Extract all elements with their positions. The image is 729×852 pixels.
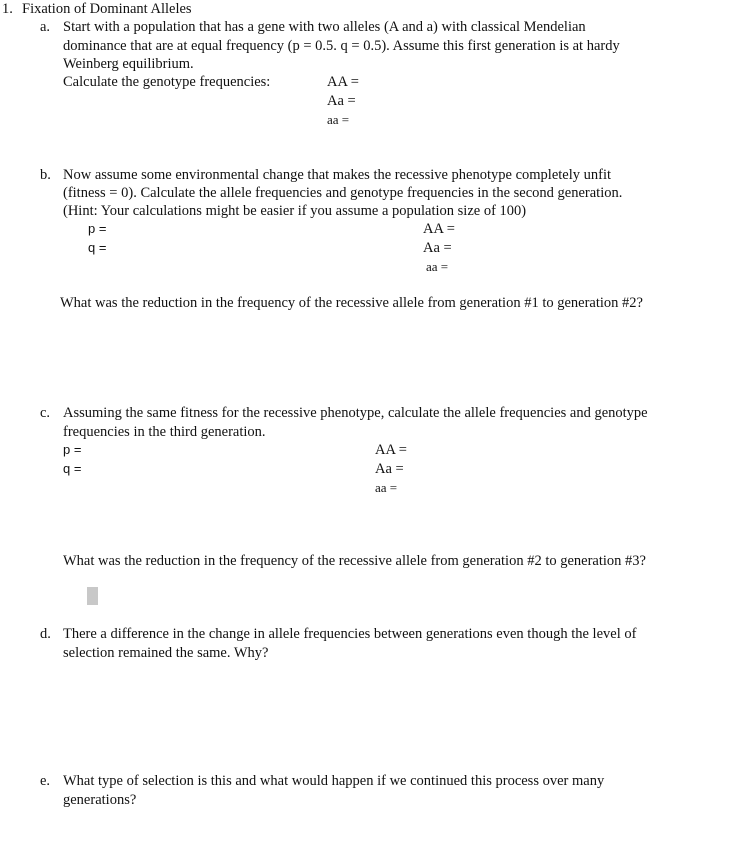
- question-title: Fixation of Dominant Alleles: [22, 1, 192, 17]
- part-b-line-1: Now assume some environmental change that makes the recessive phenotype completely unfit: [63, 167, 612, 183]
- part-d-line-2: selection remained the same. Why?: [63, 645, 269, 661]
- part-b-aa: aa =: [426, 259, 449, 274]
- part-b-line-2: (fitness = 0). Calculate the allele frequencies and genotype frequencies in the second generation.: [63, 185, 623, 201]
- part-b-AA: AA =: [423, 221, 455, 237]
- part-a-Aa: Aa =: [327, 93, 356, 109]
- part-d-marker: d.: [40, 626, 51, 642]
- part-a-marker: a.: [40, 19, 51, 35]
- part-a-AA: AA =: [327, 74, 359, 90]
- part-c-Aa: Aa =: [375, 461, 404, 477]
- part-c-line-2: frequencies in the third generation.: [63, 424, 266, 440]
- part-c-marker: c.: [40, 405, 51, 421]
- part-b-question: What was the reduction in the frequency of the recessive allele from generation #1 to generation #2?: [60, 295, 643, 311]
- text-cursor-block: [87, 587, 98, 605]
- question-number: 1.: [2, 1, 13, 17]
- part-a-line-1: Start with a population that has a gene with two alleles (A and a) with classical Mendelian: [63, 19, 586, 35]
- part-b-line-3: (Hint: Your calculations might be easier if you assume a population size of 100): [63, 203, 527, 219]
- part-c-aa: aa =: [375, 480, 398, 495]
- part-c-question: What was the reduction in the frequency of the recessive allele from generation #2 to generation #3?: [63, 553, 646, 569]
- part-d-line-1: There a difference in the change in allele frequencies between generations even though the level of: [63, 626, 637, 642]
- part-a-line-3: Weinberg equilibrium.: [63, 56, 194, 72]
- part-b-Aa: Aa =: [423, 240, 452, 256]
- part-c-AA: AA =: [375, 442, 407, 458]
- part-b-marker: b.: [40, 167, 51, 183]
- part-e-marker: e.: [40, 773, 51, 789]
- part-b-q: q =: [88, 240, 107, 255]
- part-a-line-2: dominance that are at equal frequency (p = 0.5. q = 0.5). Assume this first generation is at hardy: [63, 38, 620, 54]
- part-a-aa: aa =: [327, 112, 350, 127]
- part-c-p: p =: [63, 442, 82, 457]
- part-b-p: p =: [88, 221, 107, 236]
- part-a-prompt: Calculate the genotype frequencies:: [63, 74, 271, 90]
- part-c-line-1: Assuming the same fitness for the recessive phenotype, calculate the allele frequencies and genotype: [63, 405, 648, 421]
- part-c-q: q =: [63, 461, 82, 476]
- part-e-line-1: What type of selection is this and what would happen if we continued this process over many: [63, 773, 605, 789]
- part-e-line-2: generations?: [63, 792, 137, 808]
